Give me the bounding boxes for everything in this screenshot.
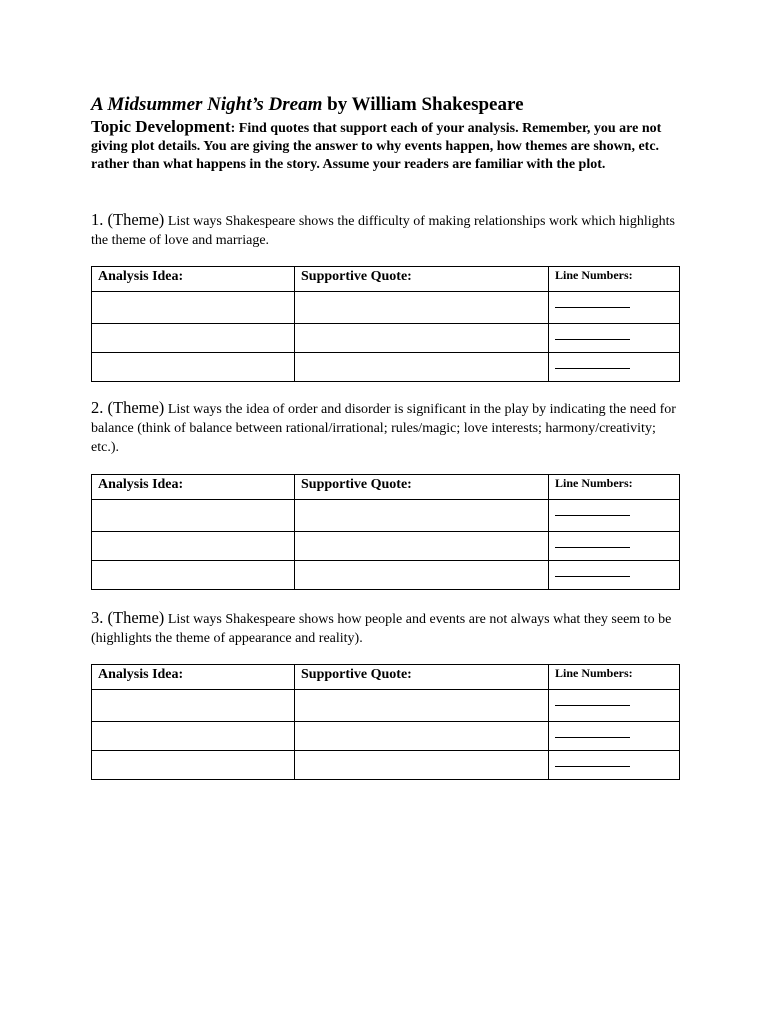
line-numbers-cell[interactable] [549, 353, 680, 382]
analysis-cell[interactable] [92, 500, 295, 532]
table-row [92, 500, 680, 532]
line-blank [555, 766, 630, 767]
question-tag: (Theme) [107, 608, 165, 627]
question-number: 1. [91, 210, 108, 229]
analysis-cell[interactable] [92, 722, 295, 751]
table-row [92, 353, 680, 382]
column-header-line-numbers: Line Numbers: [549, 267, 680, 292]
table-row [92, 292, 680, 324]
instructions [91, 118, 679, 174]
page-title [91, 94, 679, 116]
quote-cell[interactable] [295, 561, 549, 590]
author-line: by William Shakespeare [322, 94, 524, 115]
table-row [92, 324, 680, 353]
quote-cell[interactable] [295, 324, 549, 353]
analysis-cell[interactable] [92, 324, 295, 353]
column-header-analysis: Analysis Idea: [92, 475, 295, 500]
analysis-cell[interactable] [92, 751, 295, 780]
question-1 [91, 210, 679, 250]
table-header-row [92, 665, 680, 690]
quote-cell[interactable] [295, 751, 549, 780]
question-2 [91, 398, 679, 457]
answer-table-1 [91, 266, 680, 382]
quote-cell[interactable] [295, 722, 549, 751]
table-row [92, 561, 680, 590]
play-title: A Midsummer Night’s Dream [91, 94, 323, 115]
question-text: List ways Shakespeare shows the difficulty of making relationships work which highlights the theme of love and marriage. [91, 214, 675, 248]
line-blank [555, 576, 630, 577]
question-number: 2. [91, 398, 108, 417]
column-header-quote: Supportive Quote: [295, 267, 549, 292]
line-blank [555, 515, 630, 516]
question-tag: (Theme) [107, 398, 165, 417]
column-header-analysis: Analysis Idea: [92, 665, 295, 690]
line-numbers-cell[interactable] [549, 751, 680, 780]
instructions-lead: Topic Development [91, 117, 231, 136]
table-row [92, 690, 680, 722]
line-numbers-cell[interactable] [549, 561, 680, 590]
analysis-cell[interactable] [92, 532, 295, 561]
quote-cell[interactable] [295, 500, 549, 532]
line-blank [555, 547, 630, 548]
column-header-quote: Supportive Quote: [295, 665, 549, 690]
column-header-line-numbers: Line Numbers: [549, 665, 680, 690]
line-numbers-cell[interactable] [549, 722, 680, 751]
quote-cell[interactable] [295, 353, 549, 382]
column-header-quote: Supportive Quote: [295, 475, 549, 500]
line-blank [555, 705, 630, 706]
line-numbers-cell[interactable] [549, 532, 680, 561]
table-header-row [92, 267, 680, 292]
line-blank [555, 339, 630, 340]
column-header-analysis: Analysis Idea: [92, 267, 295, 292]
line-numbers-cell[interactable] [549, 690, 680, 722]
quote-cell[interactable] [295, 292, 549, 324]
question-text: List ways the idea of order and disorder is significant in the play by indicating the need for balance (think of balance between rational/irrational; rules/magic; love interests; harmony/creativity; etc.). [91, 402, 676, 455]
line-blank [555, 368, 630, 369]
answer-table-3 [91, 664, 680, 780]
table-row [92, 532, 680, 561]
line-numbers-cell[interactable] [549, 500, 680, 532]
quote-cell[interactable] [295, 690, 549, 722]
analysis-cell[interactable] [92, 561, 295, 590]
worksheet-page [91, 94, 679, 682]
line-blank [555, 307, 630, 308]
instructions-text: : Find quotes that support each of your analysis. Remember, you are not giving plot details. You are giving the answer to why events happen, how themes are shown, etc. rather than what happens in the story. Assume your readers are familiar with the plot. [91, 121, 662, 172]
table-row [92, 751, 680, 780]
question-3 [91, 608, 679, 648]
analysis-cell[interactable] [92, 292, 295, 324]
table-row [92, 722, 680, 751]
line-blank [555, 737, 630, 738]
line-numbers-cell[interactable] [549, 292, 680, 324]
analysis-cell[interactable] [92, 353, 295, 382]
analysis-cell[interactable] [92, 690, 295, 722]
line-numbers-cell[interactable] [549, 324, 680, 353]
column-header-line-numbers: Line Numbers: [549, 475, 680, 500]
table-header-row [92, 475, 680, 500]
answer-table-2 [91, 474, 680, 590]
quote-cell[interactable] [295, 532, 549, 561]
question-text: List ways Shakespeare shows how people and events are not always what they seem to be (highlights the theme of appearance and reality). [91, 612, 672, 646]
question-number: 3. [91, 608, 108, 627]
question-tag: (Theme) [107, 210, 165, 229]
